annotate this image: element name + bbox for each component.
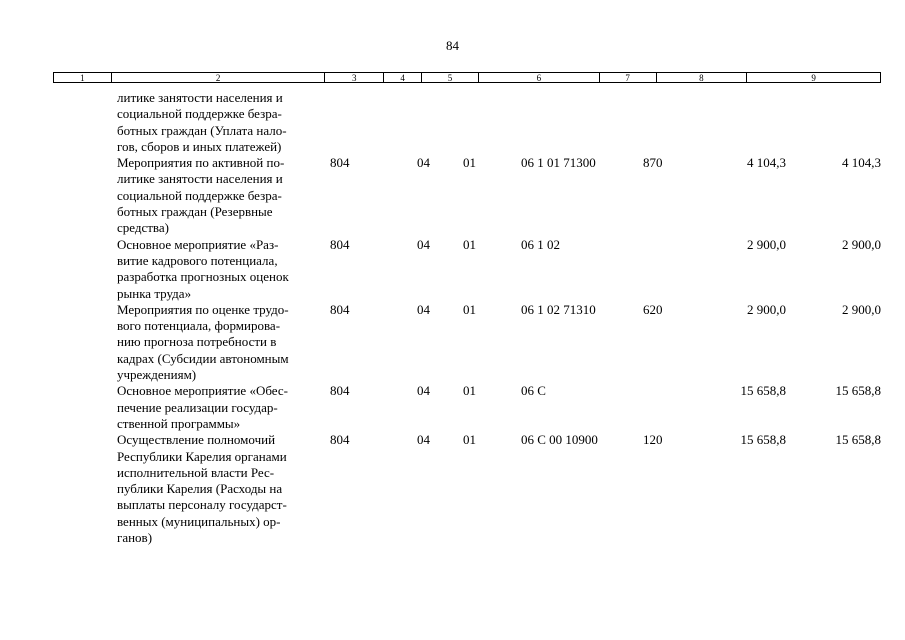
- cell-col8: 15 658,8: [740, 383, 786, 399]
- column-header-6: 6: [479, 73, 600, 82]
- cell-col6: 06 С: [521, 383, 546, 399]
- cell-name-continuation: [117, 90, 330, 155]
- name-line: ганов): [117, 530, 153, 546]
- name-line: средства): [117, 220, 169, 236]
- cell-name: [117, 155, 330, 236]
- table-row: [53, 237, 881, 302]
- name-line: венных (муниципальных) ор-: [117, 513, 281, 529]
- column-header-8: 8: [657, 73, 748, 82]
- name-line: литике занятости населения и: [117, 171, 283, 187]
- column-header-5: 5: [422, 73, 479, 82]
- name-line: исполнительной власти Рес-: [117, 464, 275, 480]
- page-number: 84: [446, 38, 459, 53]
- name-line: социальной поддержке безра-: [117, 106, 282, 122]
- cell-name: [117, 432, 330, 546]
- name-line: разработка прогнозных оценок: [117, 269, 289, 285]
- name-line: Мероприятия по оценке трудо-: [117, 301, 289, 317]
- name-line: гов, сборов и иных платежей): [117, 138, 282, 154]
- cell-col6: 06 1 01 71300: [521, 155, 596, 171]
- cell-col5: 01: [463, 236, 476, 252]
- name-line: вого потенциала, формирова-: [117, 318, 281, 334]
- name-line: печение реализации государ-: [117, 399, 278, 415]
- cell-col4: 04: [417, 383, 430, 399]
- cell-col4: 04: [417, 432, 430, 448]
- name-line: витие кадрового потенциала,: [117, 252, 278, 268]
- cell-col7: 120: [643, 432, 663, 448]
- cell-name: [117, 383, 330, 432]
- column-header-9: 9: [811, 73, 816, 83]
- column-header-2: 2: [112, 73, 325, 82]
- cell-col8: 4 104,3: [747, 155, 786, 171]
- cell-col9: 2 900,0: [842, 236, 881, 252]
- table-body: [53, 90, 881, 546]
- cell-col9: 2 900,0: [842, 301, 881, 317]
- table-row: [53, 155, 881, 236]
- cell-col5: 01: [463, 301, 476, 317]
- name-line: нию прогноза потребности в: [117, 334, 277, 350]
- cell-col8: 15 658,8: [740, 432, 786, 448]
- column-header-4: 4: [384, 73, 422, 82]
- name-line: рынка труда»: [117, 285, 192, 301]
- cell-col9: 15 658,8: [835, 432, 881, 448]
- table-header: [53, 72, 881, 83]
- table-row-continuation: [53, 90, 881, 155]
- name-line: социальной поддержке безра-: [117, 187, 282, 203]
- name-line: ботных граждан (Резервные: [117, 204, 273, 220]
- column-header-1: 1: [54, 73, 112, 82]
- name-line: учреждениям): [117, 367, 197, 383]
- name-line: выплаты персоналу государст-: [117, 497, 287, 513]
- cell-col5: 01: [463, 432, 476, 448]
- table-row: [53, 302, 881, 383]
- name-line: ственной программы»: [117, 415, 241, 431]
- name-line: ботных граждан (Уплата нало-: [117, 122, 287, 138]
- cell-col8: 2 900,0: [747, 236, 786, 252]
- name-line: Республики Карелия органами: [117, 448, 287, 464]
- cell-col7: 870: [643, 155, 663, 171]
- table-row: [53, 383, 881, 432]
- name-line: литике занятости населения и: [117, 90, 283, 105]
- cell-col3: 804: [330, 236, 350, 252]
- cell-col5: 01: [463, 155, 476, 171]
- cell-name: [117, 237, 330, 302]
- name-line: кадрах (Субсидии автономным: [117, 350, 289, 366]
- cell-col6: 06 1 02: [521, 236, 560, 252]
- cell-col3: 804: [330, 301, 350, 317]
- cell-col3: 804: [330, 383, 350, 399]
- cell-col9: 4 104,3: [842, 155, 881, 171]
- cell-col6: 06 С 00 10900: [521, 432, 598, 448]
- cell-col8: 2 900,0: [747, 301, 786, 317]
- name-line: Основное мероприятие «Обес-: [117, 383, 288, 399]
- cell-col9: 15 658,8: [835, 383, 881, 399]
- cell-col5: 01: [463, 383, 476, 399]
- cell-col3: 804: [330, 155, 350, 171]
- cell-col3: 804: [330, 432, 350, 448]
- cell-col4: 04: [417, 301, 430, 317]
- cell-col4: 04: [417, 236, 430, 252]
- column-header-7: 7: [600, 73, 657, 82]
- name-line: Основное мероприятие «Раз-: [117, 236, 279, 252]
- cell-col6: 06 1 02 71310: [521, 301, 596, 317]
- cell-name: [117, 302, 330, 383]
- cell-col4: 04: [417, 155, 430, 171]
- column-header-3: 3: [325, 73, 384, 82]
- name-line: публики Карелия (Расходы на: [117, 481, 283, 497]
- cell-col7: 620: [643, 301, 663, 317]
- name-line: Мероприятия по активной по-: [117, 155, 285, 171]
- name-line: Осуществление полномочий: [117, 432, 276, 448]
- table-row: [53, 432, 881, 546]
